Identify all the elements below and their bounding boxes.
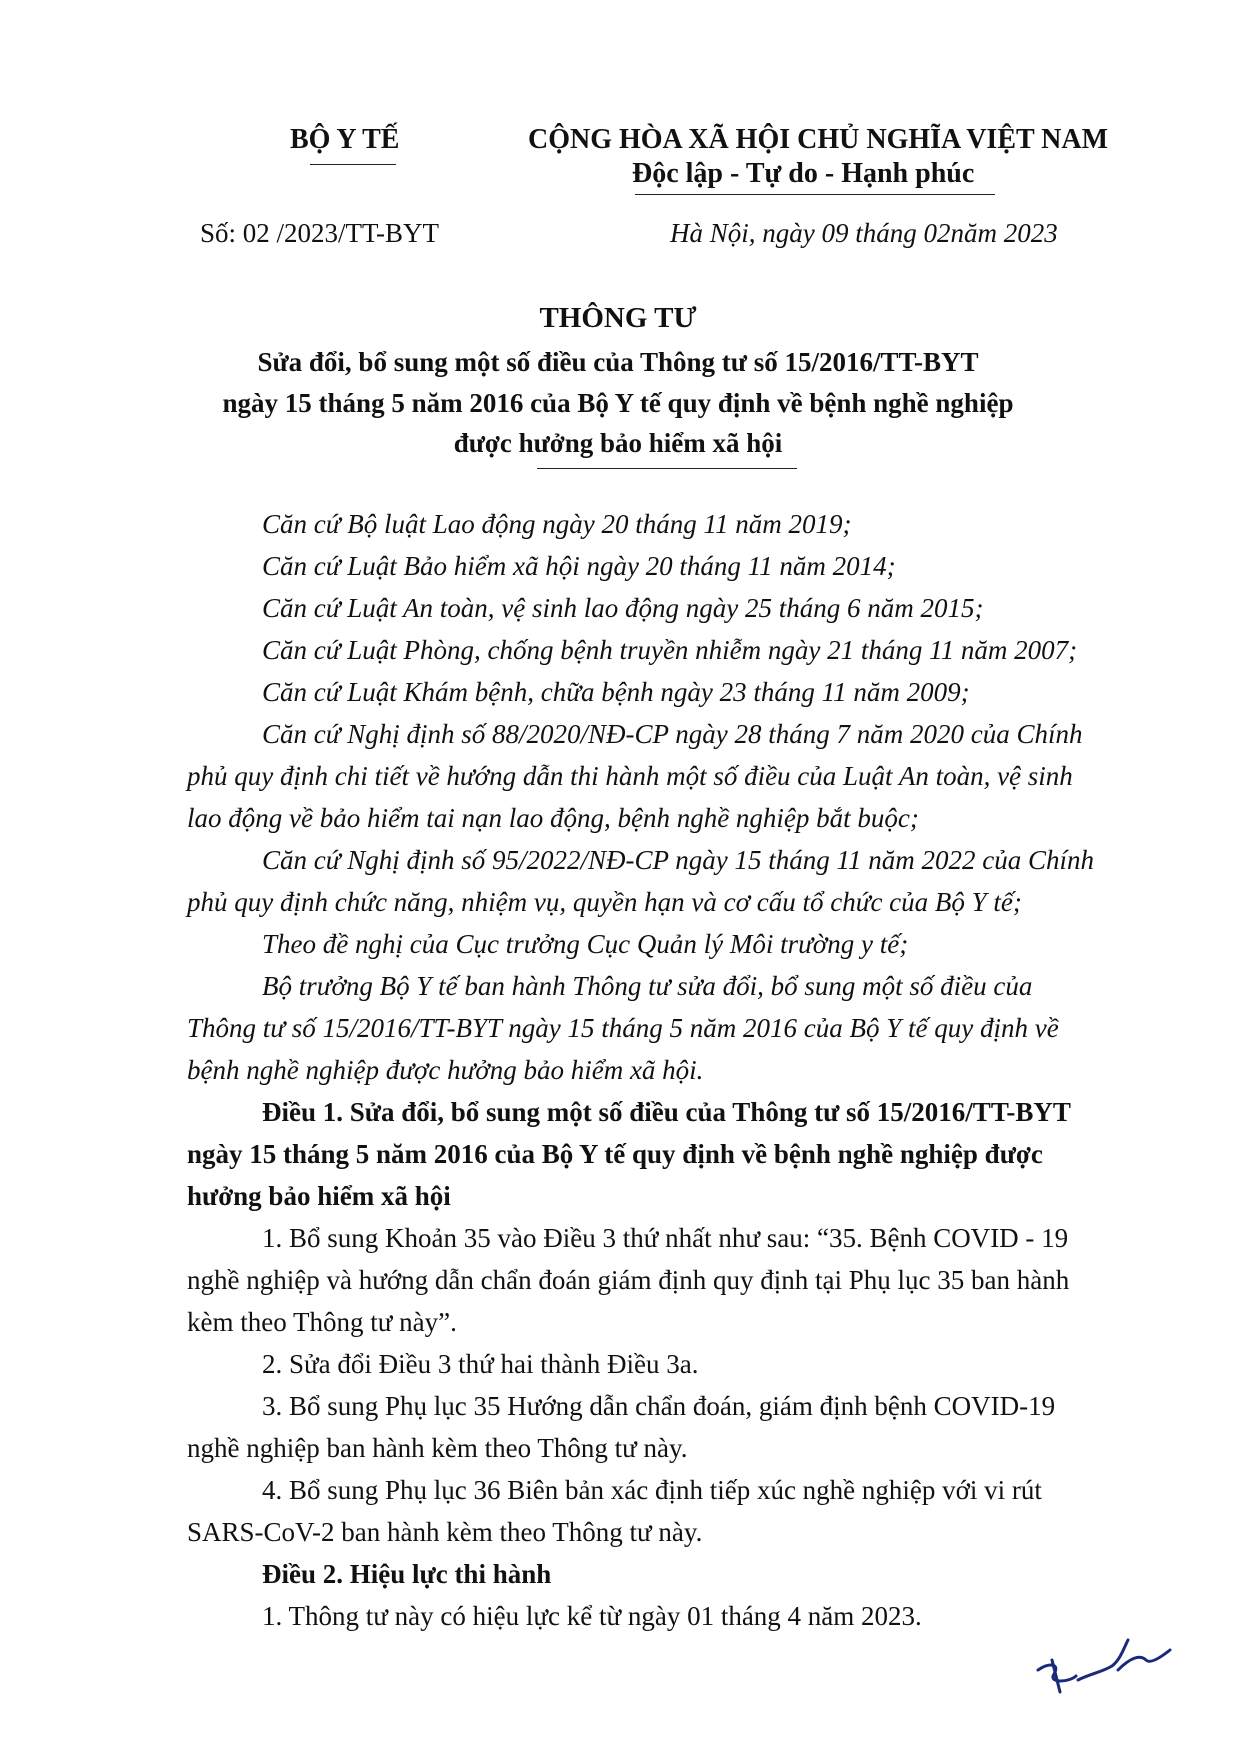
preamble-line: Thông tư số 15/2016/TT-BYT ngày 15 tháng 5 năm 2016 của Bộ Y tế quy định về [187, 1013, 1059, 1043]
preamble-line: Căn cứ Nghị định số 95/2022/NĐ-CP ngày 15 tháng 11 năm 2022 của Chính [262, 845, 1094, 875]
article-1-text: 4. Bổ sung Phụ lục 36 Biên bản xác định tiếp xúc nghề nghiệp với vi rút [262, 1475, 1042, 1505]
title-line-2: ngày 15 tháng 5 năm 2016 của Bộ Y tế quy định về bệnh nghề nghiệp [222, 388, 1014, 418]
preamble-line: Theo đề nghị của Cục trưởng Cục Quản lý Môi trường y tế; [262, 929, 909, 959]
motto-underline [635, 194, 995, 195]
article-1-heading: ngày 15 tháng 5 năm 2016 của Bộ Y tế quy định về bệnh nghề nghiệp được [187, 1139, 1043, 1169]
preamble-line: Căn cứ Luật Bảo hiểm xã hội ngày 20 tháng 11 năm 2014; [262, 551, 896, 581]
article-1-heading: Điều 1. Sửa đổi, bổ sung một số điều của Thông tư số 15/2016/TT-BYT [262, 1097, 1071, 1127]
title-line-1: Sửa đổi, bổ sung một số điều của Thông tư số 15/2016/TT-BYT [257, 347, 979, 377]
article-1-text: SARS-CoV-2 ban hành kèm theo Thông tư này. [187, 1517, 703, 1547]
preamble-line: phủ quy định chức năng, nhiệm vụ, quyền hạn và cơ cấu tổ chức của Bộ Y tế; [187, 887, 1022, 917]
article-1-text: kèm theo Thông tư này”. [187, 1307, 457, 1337]
preamble-line: Căn cứ Luật Khám bệnh, chữa bệnh ngày 23 tháng 11 năm 2009; [262, 677, 970, 707]
article-2-heading: Điều 2. Hiệu lực thi hành [262, 1559, 552, 1589]
agency-underline [310, 164, 396, 165]
article-1-text: 1. Bổ sung Khoản 35 vào Điều 3 thứ nhất như sau: “35. Bệnh COVID - 19 [262, 1223, 1069, 1253]
article-1-text: 3. Bổ sung Phụ lục 35 Hướng dẫn chẩn đoán, giám định bệnh COVID-19 [262, 1391, 1056, 1421]
document-number: Số: 02 /2023/TT-BYT [200, 218, 440, 248]
agency-name: BỘ Y TẾ [290, 124, 400, 155]
title-line-3: được hưởng bảo hiểm xã hội [453, 428, 783, 458]
doc-type: THÔNG TƯ [539, 302, 697, 334]
initials-signature [1030, 1630, 1180, 1700]
article-1-text: nghề nghiệp ban hành kèm theo Thông tư này. [187, 1433, 688, 1463]
preamble-line: lao động về bảo hiểm tai nạn lao động, bệnh nghề nghiệp bắt buộc; [187, 803, 919, 833]
article-1-heading: hưởng bảo hiểm xã hội [187, 1181, 451, 1211]
title-underline [537, 468, 797, 469]
preamble-line: Căn cứ Luật Phòng, chống bệnh truyền nhiễm ngày 21 tháng 11 năm 2007; [262, 635, 1078, 665]
preamble-line: Bộ trưởng Bộ Y tế ban hành Thông tư sửa đổi, bổ sung một số điều của [262, 971, 1033, 1001]
country-name: CỘNG HÒA XÃ HỘI CHỦ NGHĨA VIỆT NAM [528, 124, 1109, 155]
preamble-line: phủ quy định chi tiết về hướng dẫn thi hành một số điều của Luật An toàn, vệ sinh [187, 761, 1073, 791]
article-1-text: 2. Sửa đổi Điều 3 thứ hai thành Điều 3a. [262, 1349, 699, 1379]
place-date: Hà Nội, ngày 09 tháng 02năm 2023 [670, 218, 1058, 248]
preamble-line: Căn cứ Nghị định số 88/2020/NĐ-CP ngày 28 tháng 7 năm 2020 của Chính [262, 719, 1083, 749]
preamble-line: Căn cứ Bộ luật Lao động ngày 20 tháng 11 năm 2019; [262, 509, 852, 539]
preamble-line: bệnh nghề nghiệp được hưởng bảo hiểm xã hội. [187, 1055, 704, 1085]
preamble-line: Căn cứ Luật An toàn, vệ sinh lao động ngày 25 tháng 6 năm 2015; [262, 593, 984, 623]
article-2-text: 1. Thông tư này có hiệu lực kể từ ngày 01 tháng 4 năm 2023. [262, 1601, 922, 1631]
article-1-text: nghề nghiệp và hướng dẫn chẩn đoán giám định quy định tại Phụ lục 35 ban hành [187, 1265, 1070, 1295]
motto: Độc lập - Tự do - Hạnh phúc [632, 158, 975, 189]
